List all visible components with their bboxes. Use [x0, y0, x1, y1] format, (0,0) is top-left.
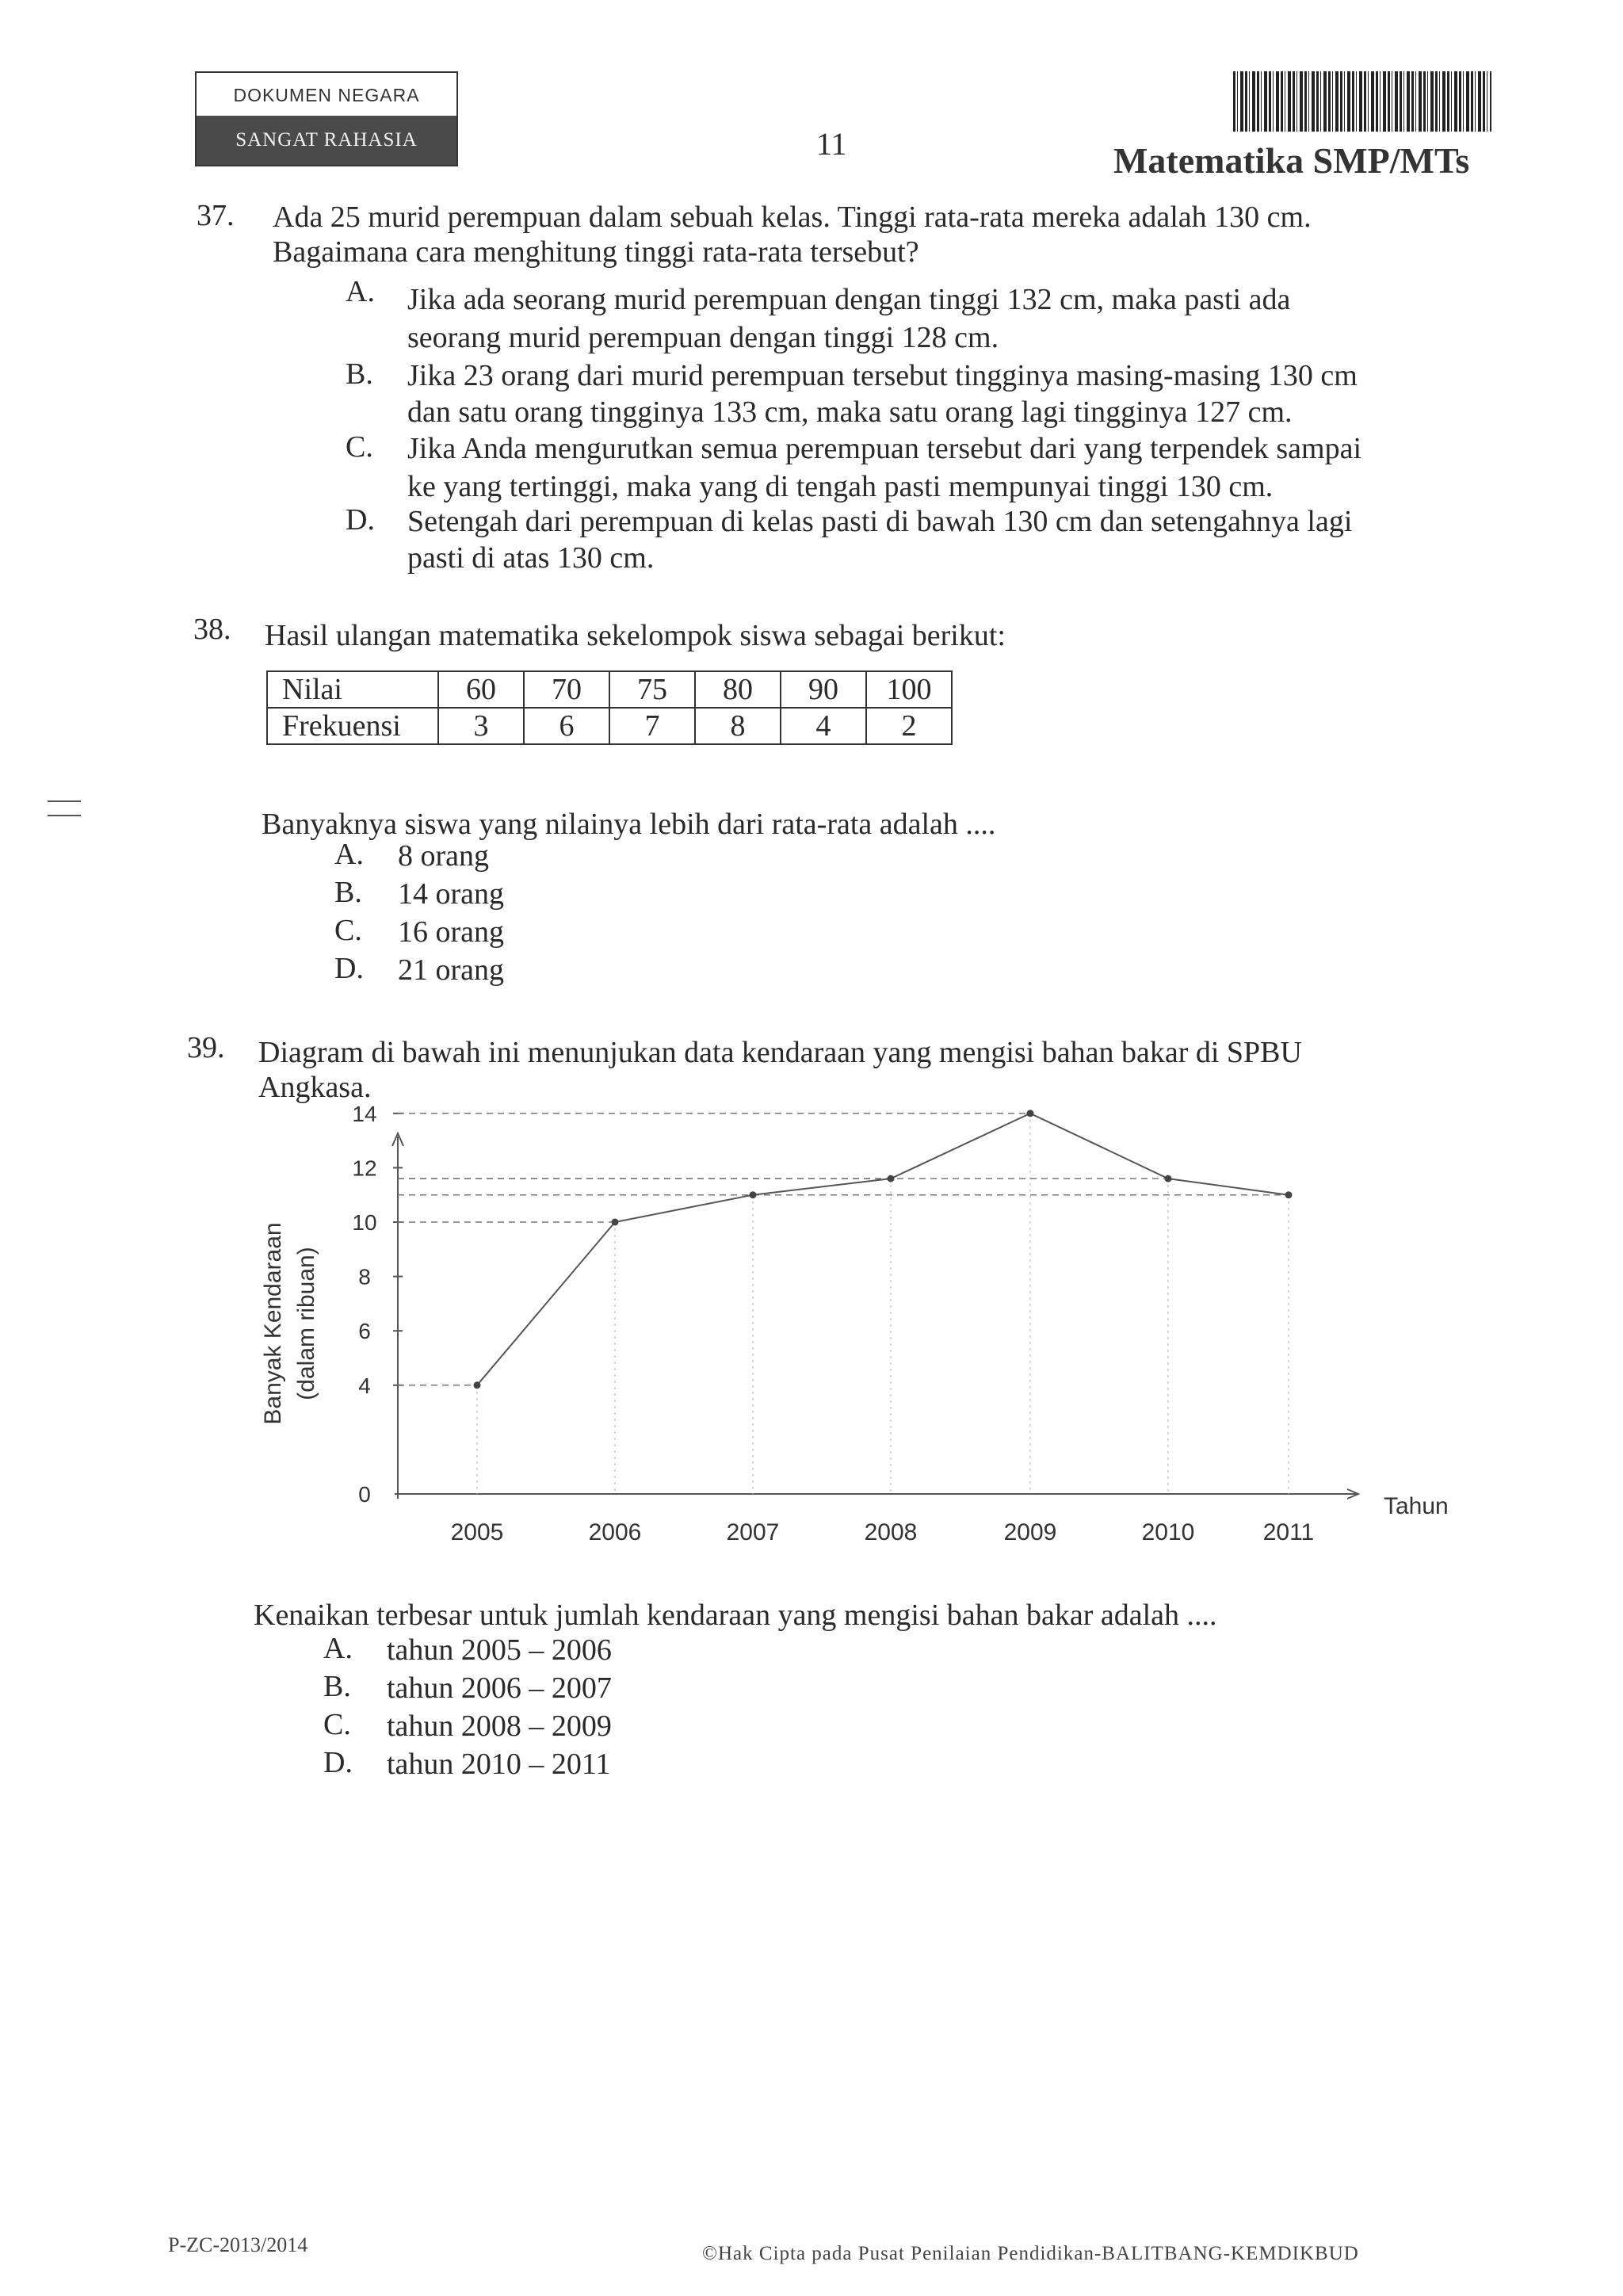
footer-copyright: ©Hak Cipta pada Pusat Penilaian Pendidikan-BALITBANG-KEMDIKBUD: [702, 2243, 1359, 2264]
q37-option-c-label: C.: [346, 430, 373, 464]
data-point: [612, 1219, 619, 1226]
table-cell: 3: [438, 708, 524, 744]
table-cell: 100: [866, 671, 952, 708]
table-cell: 7: [609, 708, 695, 744]
barcode-icon: [1233, 71, 1491, 132]
table-cell: 75: [609, 671, 695, 708]
y-tick-label: 0: [358, 1482, 371, 1507]
document-classification-box: [195, 71, 458, 166]
table-cell: 4: [781, 708, 866, 744]
q39-option-d-text: tahun 2010 – 2011: [387, 1748, 611, 1781]
q39-option-a-text: tahun 2005 – 2006: [387, 1633, 612, 1667]
y-tick-label: 14: [352, 1101, 377, 1126]
table-cell: 90: [781, 671, 866, 708]
q39-number: 39.: [187, 1031, 225, 1064]
table-row: [267, 708, 952, 744]
q38-option-c-label: C.: [334, 914, 362, 947]
data-point: [1285, 1191, 1293, 1198]
q39-option-c-label: C.: [323, 1708, 351, 1741]
y-tick-label: 12: [352, 1156, 377, 1181]
q38-number: 38.: [193, 613, 231, 646]
q39-option-a-label: A.: [323, 1632, 353, 1665]
subject-title: Matematika SMP/MTs: [1113, 140, 1470, 181]
q39-option-b-label: B.: [323, 1670, 351, 1703]
q37-line2: Bagaimana cara menghitung tinggi rata-rata tersebut?: [273, 235, 919, 269]
x-tick-label: 2009: [1003, 1519, 1057, 1545]
footer-code: P-ZC-2013/2014: [168, 2233, 308, 2256]
q39-line1: Diagram di bawah ini menunjukan data kendaraan yang mengisi bahan bakar di SPBU: [258, 1036, 1302, 1069]
doc-label: DOKUMEN NEGARA: [233, 84, 420, 105]
frequency-table: [266, 670, 953, 745]
y-axis-label: Banyak Kendaraan: [260, 1222, 286, 1425]
q37-option-b-label: B.: [346, 357, 373, 391]
q39-option-b-text: tahun 2006 – 2007: [387, 1671, 612, 1705]
series-line: [477, 1114, 1289, 1385]
vehicle-line-chart: [238, 1101, 1490, 1569]
table-row-label: Frekuensi: [267, 708, 438, 744]
q37-option-a-line1: Jika ada seorang murid perempuan dengan tinggi 132 cm, maka pasti ada: [407, 283, 1291, 316]
q38-option-c-text: 16 orang: [398, 915, 505, 949]
y-tick-label: 8: [358, 1264, 371, 1289]
page-number: 11: [816, 126, 847, 162]
table-cell: 6: [524, 708, 609, 744]
x-axis-label: Tahun: [1384, 1493, 1449, 1519]
q39-option-c-text: tahun 2008 – 2009: [387, 1710, 612, 1743]
q38-question: Banyaknya siswa yang nilainya lebih dari rata-rata adalah ....: [262, 808, 996, 841]
table-row: [267, 671, 952, 708]
table-cell: 2: [866, 708, 952, 744]
x-tick-label: 2008: [864, 1519, 918, 1545]
q37-line1: Ada 25 murid perempuan dalam sebuah kelas. Tinggi rata-rata mereka adalah 130 cm.: [273, 201, 1312, 234]
q39-option-d-label: D.: [323, 1746, 353, 1779]
q37-option-b-line2: dan satu orang tingginya 133 cm, maka satu orang lagi tingginya 127 cm.: [407, 395, 1293, 429]
q37-option-c-line2: ke yang tertinggi, maka yang di tengah pasti mempunyai tinggi 130 cm.: [407, 470, 1274, 503]
data-point: [888, 1175, 895, 1182]
q37-number: 37.: [197, 199, 235, 232]
q38-option-b-label: B.: [334, 876, 362, 909]
q37-option-b-line1: Jika 23 orang dari murid perempuan tersebut tingginya masing-masing 130 cm: [407, 359, 1358, 392]
y-tick-label: 6: [358, 1319, 371, 1344]
x-tick-label: 2011: [1262, 1519, 1315, 1545]
margin-mark: [48, 800, 81, 816]
q38-option-b-text: 14 orang: [398, 877, 505, 911]
q37-option-d-label: D.: [346, 503, 375, 537]
q37-option-d-line2: pasti di atas 130 cm.: [407, 541, 655, 575]
q37-option-d-line1: Setengah dari perempuan di kelas pasti di bawah 130 cm dan setengahnya lagi: [407, 505, 1353, 538]
data-point: [1165, 1175, 1172, 1182]
q38-intro: Hasil ulangan matematika sekelompok siswa sebagai berikut:: [265, 619, 1006, 652]
table-cell: 60: [438, 671, 524, 708]
q37-option-a-line2: seorang murid perempuan dengan tinggi 128 cm.: [407, 321, 999, 354]
table-cell: 70: [524, 671, 609, 708]
data-point: [474, 1381, 481, 1389]
x-tick-label: 2010: [1141, 1519, 1195, 1545]
secret-label: SANGAT RAHASIA: [197, 116, 456, 165]
x-tick-label: 2007: [726, 1519, 780, 1545]
table-cell: 8: [695, 708, 781, 744]
x-tick-label: 2006: [588, 1519, 642, 1545]
q39-line2: Angkasa.: [258, 1071, 372, 1104]
q38-option-a-label: A.: [334, 838, 364, 871]
q38-option-a-text: 8 orang: [398, 839, 490, 873]
y-axis-label-unit: (dalam ribuan): [293, 1247, 319, 1400]
y-tick-label: 10: [352, 1210, 377, 1235]
q39-question: Kenaikan terbesar untuk jumlah kendaraan yang mengisi bahan bakar adalah ....: [254, 1599, 1217, 1632]
q38-option-d-label: D.: [334, 952, 364, 985]
data-point: [750, 1191, 757, 1198]
x-tick-label: 2005: [450, 1519, 504, 1545]
q37-option-c-line1: Jika Anda mengurutkan semua perempuan tersebut dari yang terpendek sampai: [407, 432, 1361, 465]
y-tick-label: 4: [358, 1373, 371, 1398]
q37-option-a-label: A.: [346, 275, 375, 308]
data-point: [1027, 1110, 1034, 1117]
table-cell: 80: [695, 671, 781, 708]
table-row-label: Nilai: [267, 671, 438, 708]
q38-option-d-text: 21 orang: [398, 953, 505, 987]
